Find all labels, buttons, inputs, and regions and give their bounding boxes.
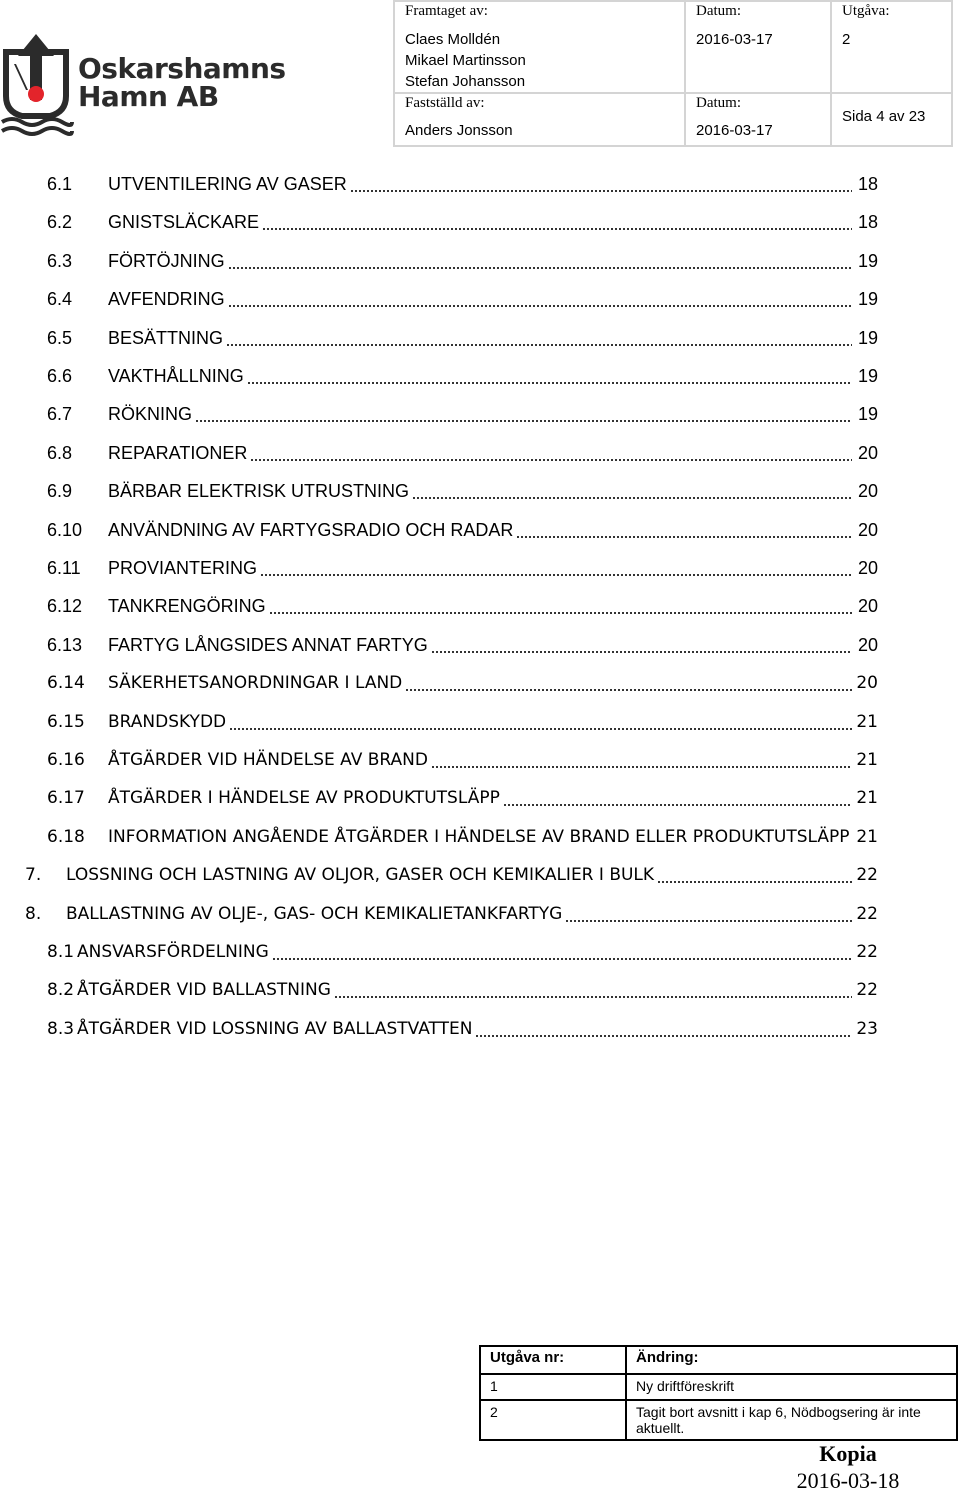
revision-table [479, 1345, 958, 1441]
toc-entry-number: 6.12 [47, 596, 83, 616]
toc-entry[interactable] [0, 479, 960, 503]
toc-entry-page: 21 [856, 750, 878, 770]
company-logo [0, 30, 286, 140]
toc-entry-number: 6.14 [47, 673, 85, 693]
toc-leader-dots [503, 786, 852, 810]
toc-entry-page: 20 [857, 596, 878, 616]
approved-name: Anders Jonsson [405, 122, 513, 139]
toc-entry-page: 20 [857, 520, 878, 540]
toc-entry-page: 20 [857, 635, 878, 655]
toc-entry-number: 6.5 [47, 328, 73, 348]
copy-stamp-label: Kopia [819, 1441, 877, 1466]
toc-entry-number: 6.2 [47, 212, 73, 232]
toc-entry[interactable] [0, 556, 960, 580]
toc-entry[interactable] [0, 978, 960, 1002]
toc-entry-title: ANSVARSFÖRDELNING [77, 942, 269, 962]
toc-entry-title: UTVENTILERING AV GASER [108, 174, 347, 194]
toc-leader-dots [516, 518, 852, 542]
toc-leader-dots [250, 441, 852, 465]
toc-entry[interactable] [0, 1017, 960, 1041]
toc-entry[interactable] [0, 902, 960, 926]
revision-edition: 2 [480, 1400, 626, 1440]
toc-leader-dots [260, 556, 852, 580]
toc-entry-title: ÅTGÄRDER I HÄNDELSE AV PRODUKTUTSLÄPP [108, 788, 500, 808]
toc-entry-page: 20 [856, 673, 878, 693]
toc-entry-number: 6.3 [47, 251, 73, 271]
toc-leader-dots [431, 633, 852, 657]
toc-entry-page: 19 [857, 251, 878, 271]
toc-entry-number: 6.8 [47, 443, 73, 463]
toc-entry-title: ÅTGÄRDER VID BALLASTNING [77, 980, 331, 1000]
toc-entry[interactable] [0, 518, 960, 542]
prepared-by-label: Framtaget av: [405, 3, 488, 19]
toc-entry-page: 20 [857, 481, 878, 501]
toc-entry-number: 6.18 [47, 827, 85, 847]
toc-entry-number: 8.3 [47, 1019, 75, 1039]
toc-entry[interactable] [0, 594, 960, 618]
toc-entry-number: 6.13 [47, 635, 83, 655]
approved-by-label: Fastställd av: [405, 95, 485, 111]
page-info: Sida 4 av 23 [842, 108, 926, 125]
toc-entry-number: 6.6 [47, 366, 73, 386]
toc-entry-title: FÖRTÖJNING [108, 251, 225, 271]
logo-emblem-icon [0, 30, 80, 140]
prepared-date-cell [685, 1, 831, 93]
toc-entry-title: ÅTGÄRDER VID HÄNDELSE AV BRAND [108, 750, 428, 770]
toc-entry-page: 19 [857, 366, 878, 386]
edition-cell [831, 1, 952, 93]
toc-entry[interactable] [0, 863, 960, 887]
toc-entry-number: 6.1 [47, 174, 73, 194]
toc-leader-dots [334, 978, 852, 1002]
toc-leader-dots [350, 172, 852, 196]
toc-entry-number: 6.4 [47, 289, 73, 309]
toc-entry-title: TANKRENGÖRING [108, 596, 266, 616]
revision-change: Ny driftföreskrift [626, 1374, 957, 1400]
toc-entry[interactable] [0, 786, 960, 810]
toc-entry-title: REPARATIONER [108, 443, 248, 463]
toc-entry-number: 8.1 [47, 942, 75, 962]
toc-entry-title: BRANDSKYDD [108, 712, 227, 732]
toc-entry[interactable] [0, 633, 960, 657]
toc-leader-dots [226, 326, 852, 350]
toc-entry-number: 8. [25, 904, 42, 924]
toc-entry-page: 22 [856, 865, 878, 885]
toc-entry[interactable] [0, 748, 960, 772]
toc-leader-dots [431, 748, 852, 772]
toc-entry-title: ANVÄNDNING AV FARTYGSRADIO OCH RADAR [108, 520, 514, 540]
toc-leader-dots [657, 863, 852, 887]
logo-line-1: Oskarshamns [78, 52, 286, 85]
toc-entry[interactable] [0, 172, 960, 196]
toc-entry-title: RÖKNING [108, 404, 193, 424]
toc-entry-page: 21 [856, 712, 878, 732]
toc-entry[interactable] [0, 326, 960, 350]
toc-entry-page: 20 [857, 558, 878, 578]
toc-entry-title: PROVIANTERING [108, 558, 258, 578]
toc-entry-number: 6.9 [47, 481, 73, 501]
toc-leader-dots [195, 402, 852, 426]
prepared-date: 2016-03-17 [696, 31, 773, 48]
approved-date-label: Datum: [696, 95, 741, 111]
toc-entry-title: ÅTGÄRDER VID LOSSNING AV BALLASTVATTEN [77, 1019, 473, 1039]
prepared-name-3: Stefan Johansson [405, 73, 526, 90]
toc-entry-number: 6.11 [47, 558, 81, 578]
toc-leader-dots [228, 287, 852, 311]
date-label: Datum: [696, 3, 741, 19]
toc-entry[interactable] [0, 671, 960, 695]
prepared-name-1: Claes Molldén [405, 31, 501, 48]
toc-entry[interactable] [0, 364, 960, 388]
toc-entry-page: 18 [857, 212, 878, 232]
toc-entry[interactable] [0, 402, 960, 426]
toc-entry[interactable] [0, 940, 960, 964]
edition-label: Utgåva: [842, 3, 890, 19]
edition-value: 2 [842, 31, 851, 48]
toc-entry[interactable] [0, 825, 960, 849]
toc-entry-title: GNISTSLÄCKARE [108, 212, 260, 232]
revision-change: Tagit bort avsnitt i kap 6, Nödbogsering är inte aktuellt. [626, 1400, 957, 1440]
toc-entry-number: 6.16 [47, 750, 85, 770]
toc-leader-dots [247, 364, 852, 388]
toc-leader-dots [229, 710, 852, 734]
logo-line-2: Hamn AB [78, 80, 219, 113]
toc-entry-title: AVFENDRING [108, 289, 225, 309]
toc-entry-title: VAKTHÅLLNING [108, 366, 244, 386]
toc-leader-dots [272, 940, 852, 964]
toc-entry-title: FARTYG LÅNGSIDES ANNAT FARTYG [108, 635, 428, 655]
toc-entry-page: 20 [857, 443, 878, 463]
toc-entry-title: BESÄTTNING [108, 328, 224, 348]
document-header-table [393, 0, 953, 147]
approved-date-cell [685, 93, 831, 146]
toc-entry-title: INFORMATION ANGÅENDE ÅTGÄRDER I HÄNDELSE AV BRAND ELLER PRODUKTUTSLÄPP [108, 827, 850, 847]
revision-edition: 1 [480, 1374, 626, 1400]
toc-leader-dots [269, 594, 852, 618]
prepared-by-cell [394, 1, 685, 93]
revision-col-change-header: Ändring: [626, 1346, 957, 1374]
toc-entry[interactable] [0, 210, 960, 234]
copy-stamp [768, 1440, 928, 1494]
toc-entry-page: 19 [857, 404, 878, 424]
toc-entry-number: 8.2 [47, 980, 75, 1000]
toc-entry-page: 22 [856, 980, 878, 1000]
toc-entry-page: 21 [856, 827, 878, 847]
copy-stamp-date: 2016-03-18 [796, 1468, 900, 1493]
toc-entry[interactable] [0, 710, 960, 734]
toc-entry-number: 6.7 [47, 404, 73, 424]
toc-leader-dots [262, 210, 852, 234]
toc-entry-number: 7. [25, 865, 42, 885]
toc-entry-title: BÄRBAR ELEKTRISK UTRUSTNING [108, 481, 410, 501]
toc-entry-title: LOSSNING OCH LASTNING AV OLJOR, GASER OCH KEMIKALIER I BULK [66, 865, 655, 885]
prepared-name-2: Mikael Martinsson [405, 52, 526, 69]
approved-by-cell [394, 93, 685, 146]
toc-entry-number: 6.15 [47, 712, 85, 732]
toc-entry[interactable] [0, 287, 960, 311]
toc-leader-dots [412, 479, 852, 503]
toc-leader-dots [228, 249, 852, 273]
toc-entry-number: 6.10 [47, 520, 83, 540]
toc-entry-title: BALLASTNING AV OLJE-, GAS- OCH KEMIKALIETANKFARTYG [66, 904, 563, 924]
toc-entry-page: 23 [856, 1019, 878, 1039]
table-row [480, 1374, 957, 1400]
toc-entry-page: 22 [856, 942, 878, 962]
toc-entry-number: 6.17 [47, 788, 85, 808]
toc-entry-page: 19 [857, 289, 878, 309]
toc-entry-page: 19 [857, 328, 878, 348]
revision-col-edition-header: Utgåva nr: [480, 1346, 626, 1374]
toc-entry[interactable] [0, 441, 960, 465]
approved-date: 2016-03-17 [696, 122, 773, 139]
table-row [480, 1400, 957, 1440]
toc-entry-page: 18 [857, 174, 878, 194]
toc-entry[interactable] [0, 249, 960, 273]
toc-leader-dots [405, 671, 852, 695]
toc-entry-page: 21 [856, 788, 878, 808]
toc-leader-dots [565, 902, 852, 926]
toc-entry-page: 22 [856, 904, 878, 924]
toc-leader-dots [475, 1017, 852, 1041]
page-info-cell [831, 93, 952, 146]
toc-entry-title: SÄKERHETSANORDNINGAR I LAND [108, 673, 403, 693]
